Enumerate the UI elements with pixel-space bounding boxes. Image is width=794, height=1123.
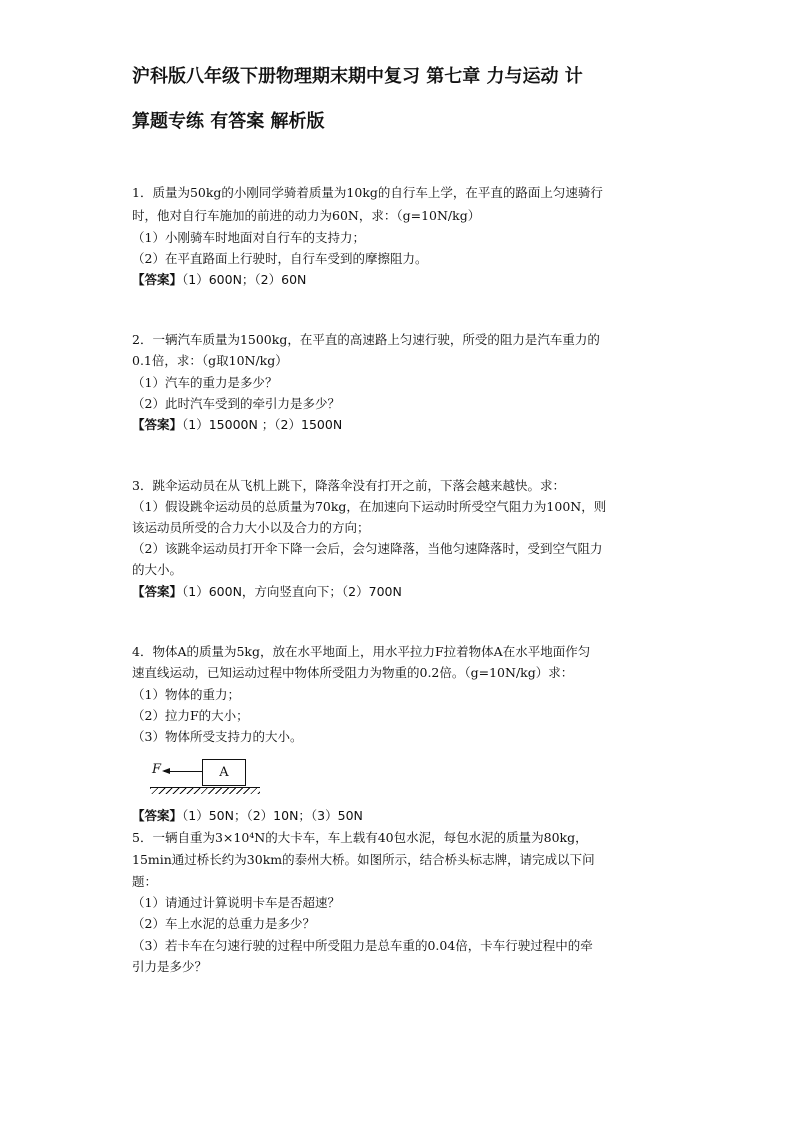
q1-answer: [132, 274, 672, 287]
q2-sub-2: （2）此时汽车受到的牵引力是多少？: [132, 396, 340, 411]
force-label: F: [152, 762, 162, 777]
q2-answer-text: （1）15000N ；（2）1500N: [182, 417, 343, 432]
q5-stem-line-2: 15min通过桥长约为30km的泰州大桥。如图所示，结合桥头标志牌，请完成以下问: [132, 852, 595, 867]
q3-sub-2-line-1: （2）该跳伞运动员打开伞下降一会后，会匀速降落，当他匀速降落时，受到空气阻力: [132, 541, 603, 556]
arrow-left-icon: [162, 768, 170, 774]
q3-answer: [132, 586, 672, 599]
q3-stem-line-1: 3．跳伞运动员在从飞机上跳下，降落伞没有打开之前，下落会越来越快。求：: [132, 478, 565, 493]
q5-stem-line-3: 题：: [132, 874, 158, 889]
q1-answer-text: （1）600N；（2）60N: [182, 272, 307, 287]
q4-sub-2: （2）拉力F的大小；: [132, 708, 249, 723]
q2-stem-line-2: 0.1倍，求：（g取10N/kg）: [132, 353, 288, 368]
q3-answer-text: （1）600N，方向竖直向下；（2）700N: [182, 584, 402, 599]
q1-answer-label: 【答案】: [132, 272, 183, 287]
q3-sub-2-line-2: 的大小。: [132, 562, 183, 577]
block-a: A: [202, 759, 246, 786]
page-title-line-2: 算题专练 有答案 解析版: [132, 111, 325, 132]
q5-sub-3-line-1: （3）若卡车在匀速行驶的过程中所受阻力是总车重的0.04倍，卡车行驶过程中的牵: [132, 938, 593, 953]
q5-stem-line-1: 5．一辆自重为3×10⁴N的大卡车，车上载有40包水泥，每包水泥的质量为80kg，: [132, 830, 588, 845]
q4-stem-line-1: 4．物体A的质量为5kg，放在水平地面上，用水平拉力F拉着物体A在水平地面作匀: [132, 644, 591, 659]
q4-sub-1: （1）物体的重力；: [132, 687, 240, 702]
q4-sub-3: （3）物体所受支持力的大小。: [132, 729, 303, 744]
q2-answer: [132, 419, 672, 432]
q2-answer-label: 【答案】: [132, 417, 183, 432]
q4-answer-label: 【答案】: [132, 808, 183, 823]
q4-stem-line-2: 速直线运动，已知运动过程中物体所受阻力为物重的0.2倍。（g=10N/kg）求：: [132, 665, 574, 680]
q2-stem-line-1: 2．一辆汽车质量为1500kg，在平直的高速路上匀速行驶，所受的阻力是汽车重力的: [132, 332, 600, 347]
q1-stem-line-1: 1．质量为50kg的小刚同学骑着质量为10kg的自行车上学，在平直的路面上匀速骑行: [132, 185, 603, 200]
q1-stem-line-2: 时，他对自行车施加的前进的动力为60N，求：（g=10N/kg）: [132, 208, 481, 223]
q2-sub-1: （1）汽车的重力是多少？: [132, 375, 278, 390]
page-title-line-1: 沪科版八年级下册物理期末期中复习 第七章 力与运动 计: [132, 66, 583, 87]
q3-sub-1-line-2: 该运动员所受的合力大小以及合力的方向；: [132, 520, 370, 535]
ground-hatching: [150, 788, 260, 794]
q4-answer: [132, 810, 672, 823]
q4-answer-text: （1）50N；（2）10N；（3）50N: [182, 808, 363, 823]
q5-sub-2: （2）车上水泥的总重力是多少？: [132, 916, 315, 931]
q1-sub-1: （1）小刚骑车时地面对自行车的支持力；: [132, 230, 365, 245]
force-diagram: [150, 758, 260, 796]
q5-sub-1: （1）请通过计算说明卡车是否超速？: [132, 895, 340, 910]
q3-sub-1-line-1: （1）假设跳伞运动员的总质量为70kg，在加速向下运动时所受空气阻力为100N，则: [132, 499, 607, 514]
q3-answer-label: 【答案】: [132, 584, 183, 599]
q5-sub-3-line-2: 引力是多少？: [132, 959, 208, 974]
q1-sub-2: （2）在平直路面上行驶时，自行车受到的摩擦阻力。: [132, 251, 428, 266]
